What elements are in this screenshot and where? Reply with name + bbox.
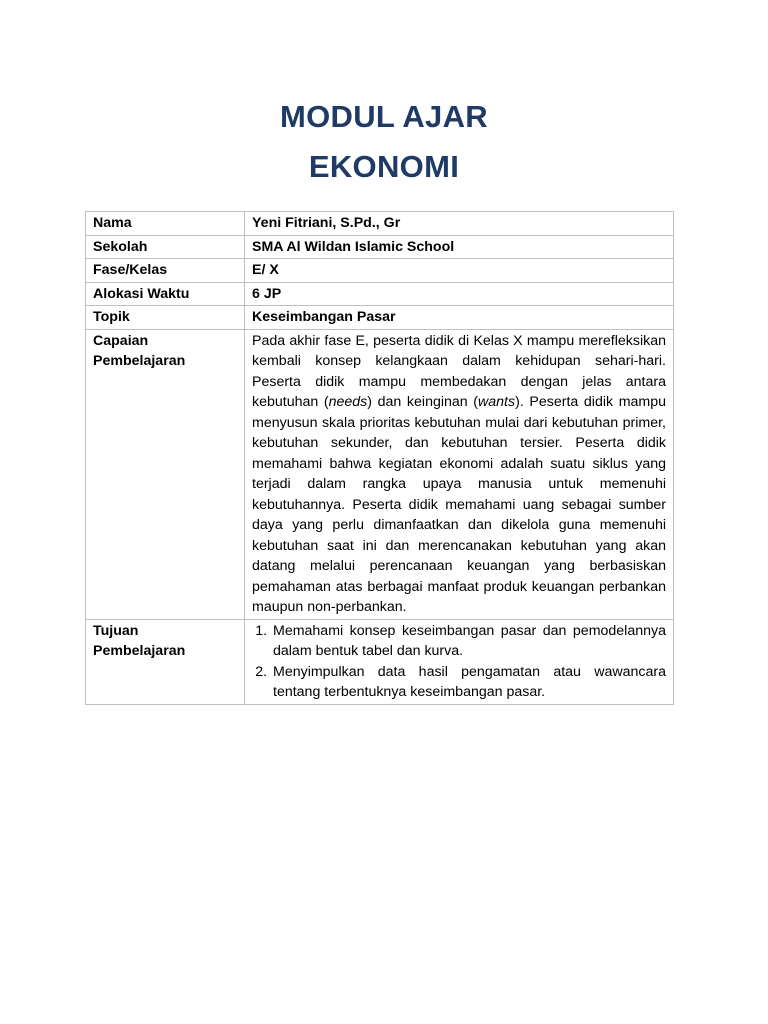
label-capaian-pembelajaran (86, 329, 245, 619)
label-alokasi-waktu: Alokasi Waktu (86, 282, 245, 306)
table-row-fase-kelas (86, 259, 674, 283)
label-tujuan-pembelajaran (86, 619, 245, 704)
label-tujuan-line2: Pembelajaran (93, 643, 186, 659)
capaian-text-part2: ) dan keinginan ( (367, 394, 479, 410)
label-topik: Topik (86, 306, 245, 330)
value-sekolah: SMA Al Wildan Islamic School (245, 235, 674, 259)
value-fase-kelas: E/ X (245, 259, 674, 283)
capaian-text-part3: ). Peserta didik mampu menyusun skala prioritas kebutuhan mulai dari kebutuhan primer, kebutuhan sekunder, dan kebutuhan tersier. Peserta didik memahami bahwa kegiatan ekonomi adalah suatu siklus yang terjadi dalam rangka upaya manusia untuk memenuhi kebutuhannya. Peserta didik memahami uang sebagai sumber daya yang perlu dimanfaatkan dan dikelola guna memenuhi kebutuhan saat ini dan merencanakan kebutuhan yang akan datang melalui perencanaan keuangan yang berbasiskan pemahaman atas berbagai manfaat produk keuangan perbankan maupun non-perbankan. (252, 394, 667, 615)
label-nama: Nama (86, 212, 245, 236)
title-line-modul-ajar: MODUL AJAR (280, 99, 488, 134)
label-capaian-line1: Capaian (93, 332, 149, 349)
tujuan-item-1: 1. Memahami konsep keseimbangan pasar dan pemodelannya dalam bentuk tabel dan kurva. (271, 621, 666, 662)
table-row-sekolah (86, 235, 674, 259)
table-row-tujuan (86, 619, 674, 704)
label-sekolah: Sekolah (86, 235, 245, 259)
document-title (0, 92, 768, 192)
value-topik: Keseimbangan Pasar (245, 306, 674, 330)
title-line-ekonomi: EKONOMI (308, 149, 460, 184)
value-alokasi-waktu: 6 JP (245, 282, 674, 306)
capaian-paragraph (245, 329, 674, 619)
value-nama: Yeni Fitriani, S.Pd., Gr (245, 212, 674, 236)
label-tujuan-line1: Tujuan (93, 622, 139, 639)
capaian-italic-needs: needs (328, 394, 368, 410)
tujuan-list (252, 621, 666, 703)
tujuan-item-2: 2. Menyimpulkan data hasil pengamatan atau wawancara tentang terbentuknya keseimbangan pasar. (271, 662, 666, 703)
capaian-text-part1: Pada akhir fase E, peserta didik di Kelas X mampu merefleksikan kembali konsep kelangkaan dalam kehidupan sehari-hari. Peserta didik mampu membedakan dengan jelas antara kebutuhan ( (252, 332, 666, 410)
table-row-nama (86, 212, 674, 236)
table-row-alokasi-waktu (86, 282, 674, 306)
label-capaian-line2: Pembelajaran (93, 353, 186, 369)
tujuan-cell (245, 619, 674, 704)
table-row-capaian (86, 329, 674, 619)
capaian-italic-wants: wants (478, 394, 516, 410)
label-fase-kelas: Fase/Kelas (86, 259, 245, 283)
module-info-table (85, 211, 674, 705)
table-row-topik (86, 306, 674, 330)
